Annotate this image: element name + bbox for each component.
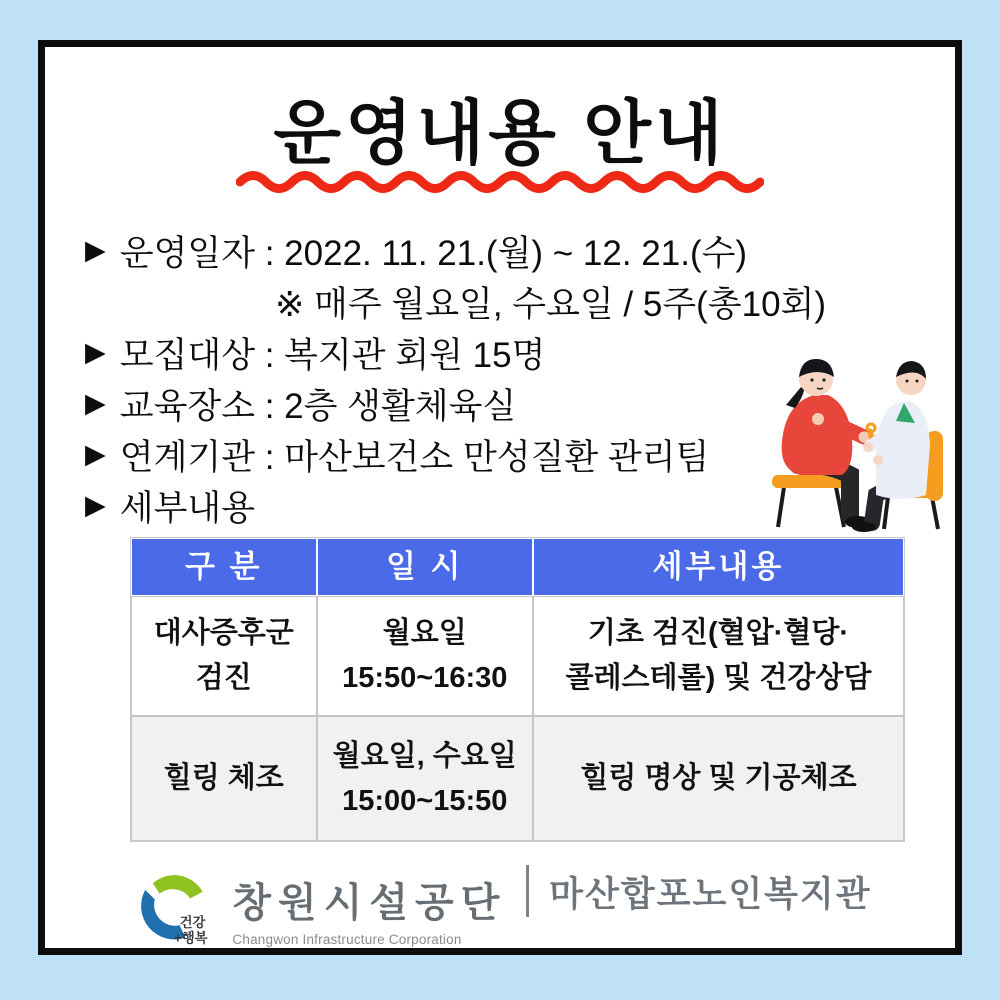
info-line-text: 운영일자 : 2022. 11. 21.(월) ~ 12. 21.(수) bbox=[119, 233, 748, 273]
cell-details: 기초 검진(혈압·혈당· 콜레스테롤) 및 건강상담 bbox=[533, 596, 904, 716]
doctor-patient-illustration bbox=[758, 347, 958, 532]
footer-logos bbox=[45, 859, 955, 959]
table-header-details: 세부내용 bbox=[533, 538, 904, 596]
table-header-schedule: 일 시 bbox=[317, 538, 533, 596]
info-line-text: 세부내용 bbox=[119, 488, 256, 528]
info-line-text: ※ 매주 월요일, 수요일 / 5주(총10회) bbox=[275, 284, 827, 324]
logo-caption-line2: +행복 bbox=[174, 930, 208, 946]
bullet-triangle-icon: ▶ bbox=[85, 235, 106, 265]
table-header-row bbox=[131, 538, 904, 596]
org-name: 창원시설공단 bbox=[232, 881, 507, 925]
branch-name: 마산합포노인복지관 bbox=[549, 875, 872, 914]
cell-schedule: 월요일 15:50~16:30 bbox=[317, 596, 533, 716]
cell-schedule: 월요일, 수요일 15:00~15:50 bbox=[317, 716, 533, 841]
info-line-operation-dates bbox=[85, 225, 915, 276]
table-row bbox=[131, 596, 904, 716]
info-line-schedule-note bbox=[85, 276, 915, 327]
content-card bbox=[38, 40, 962, 955]
bullet-triangle-icon: ▶ bbox=[85, 490, 106, 520]
info-line-text: 교육장소 : 2층 생활체육실 bbox=[119, 386, 517, 426]
cell-category: 대사증후군 검진 bbox=[131, 596, 317, 716]
changwon-logo-icon bbox=[128, 864, 216, 954]
table-header-category: 구 분 bbox=[131, 538, 317, 596]
org-name-block bbox=[232, 871, 506, 947]
info-line-text: 연계기관 : 마산보건소 만성질환 관리팀 bbox=[119, 437, 710, 477]
bullet-triangle-icon: ▶ bbox=[85, 388, 106, 418]
cell-category: 힐링 체조 bbox=[131, 716, 317, 841]
page-title: 운영내용 안내 bbox=[273, 94, 727, 172]
cell-details: 힐링 명상 및 기공체조 bbox=[533, 716, 904, 841]
bullet-triangle-icon: ▶ bbox=[85, 439, 106, 469]
org-name-english: Changwon Infrastructure Corporation bbox=[232, 932, 462, 947]
table-row bbox=[131, 716, 904, 841]
details-table bbox=[130, 537, 905, 842]
title-underline-squiggle bbox=[236, 167, 764, 195]
logo-caption-line1: 건강 bbox=[180, 915, 206, 931]
bullet-triangle-icon: ▶ bbox=[85, 337, 106, 367]
info-line-text: 모집대상 : 복지관 회원 15명 bbox=[119, 335, 546, 375]
footer-divider bbox=[526, 865, 529, 917]
